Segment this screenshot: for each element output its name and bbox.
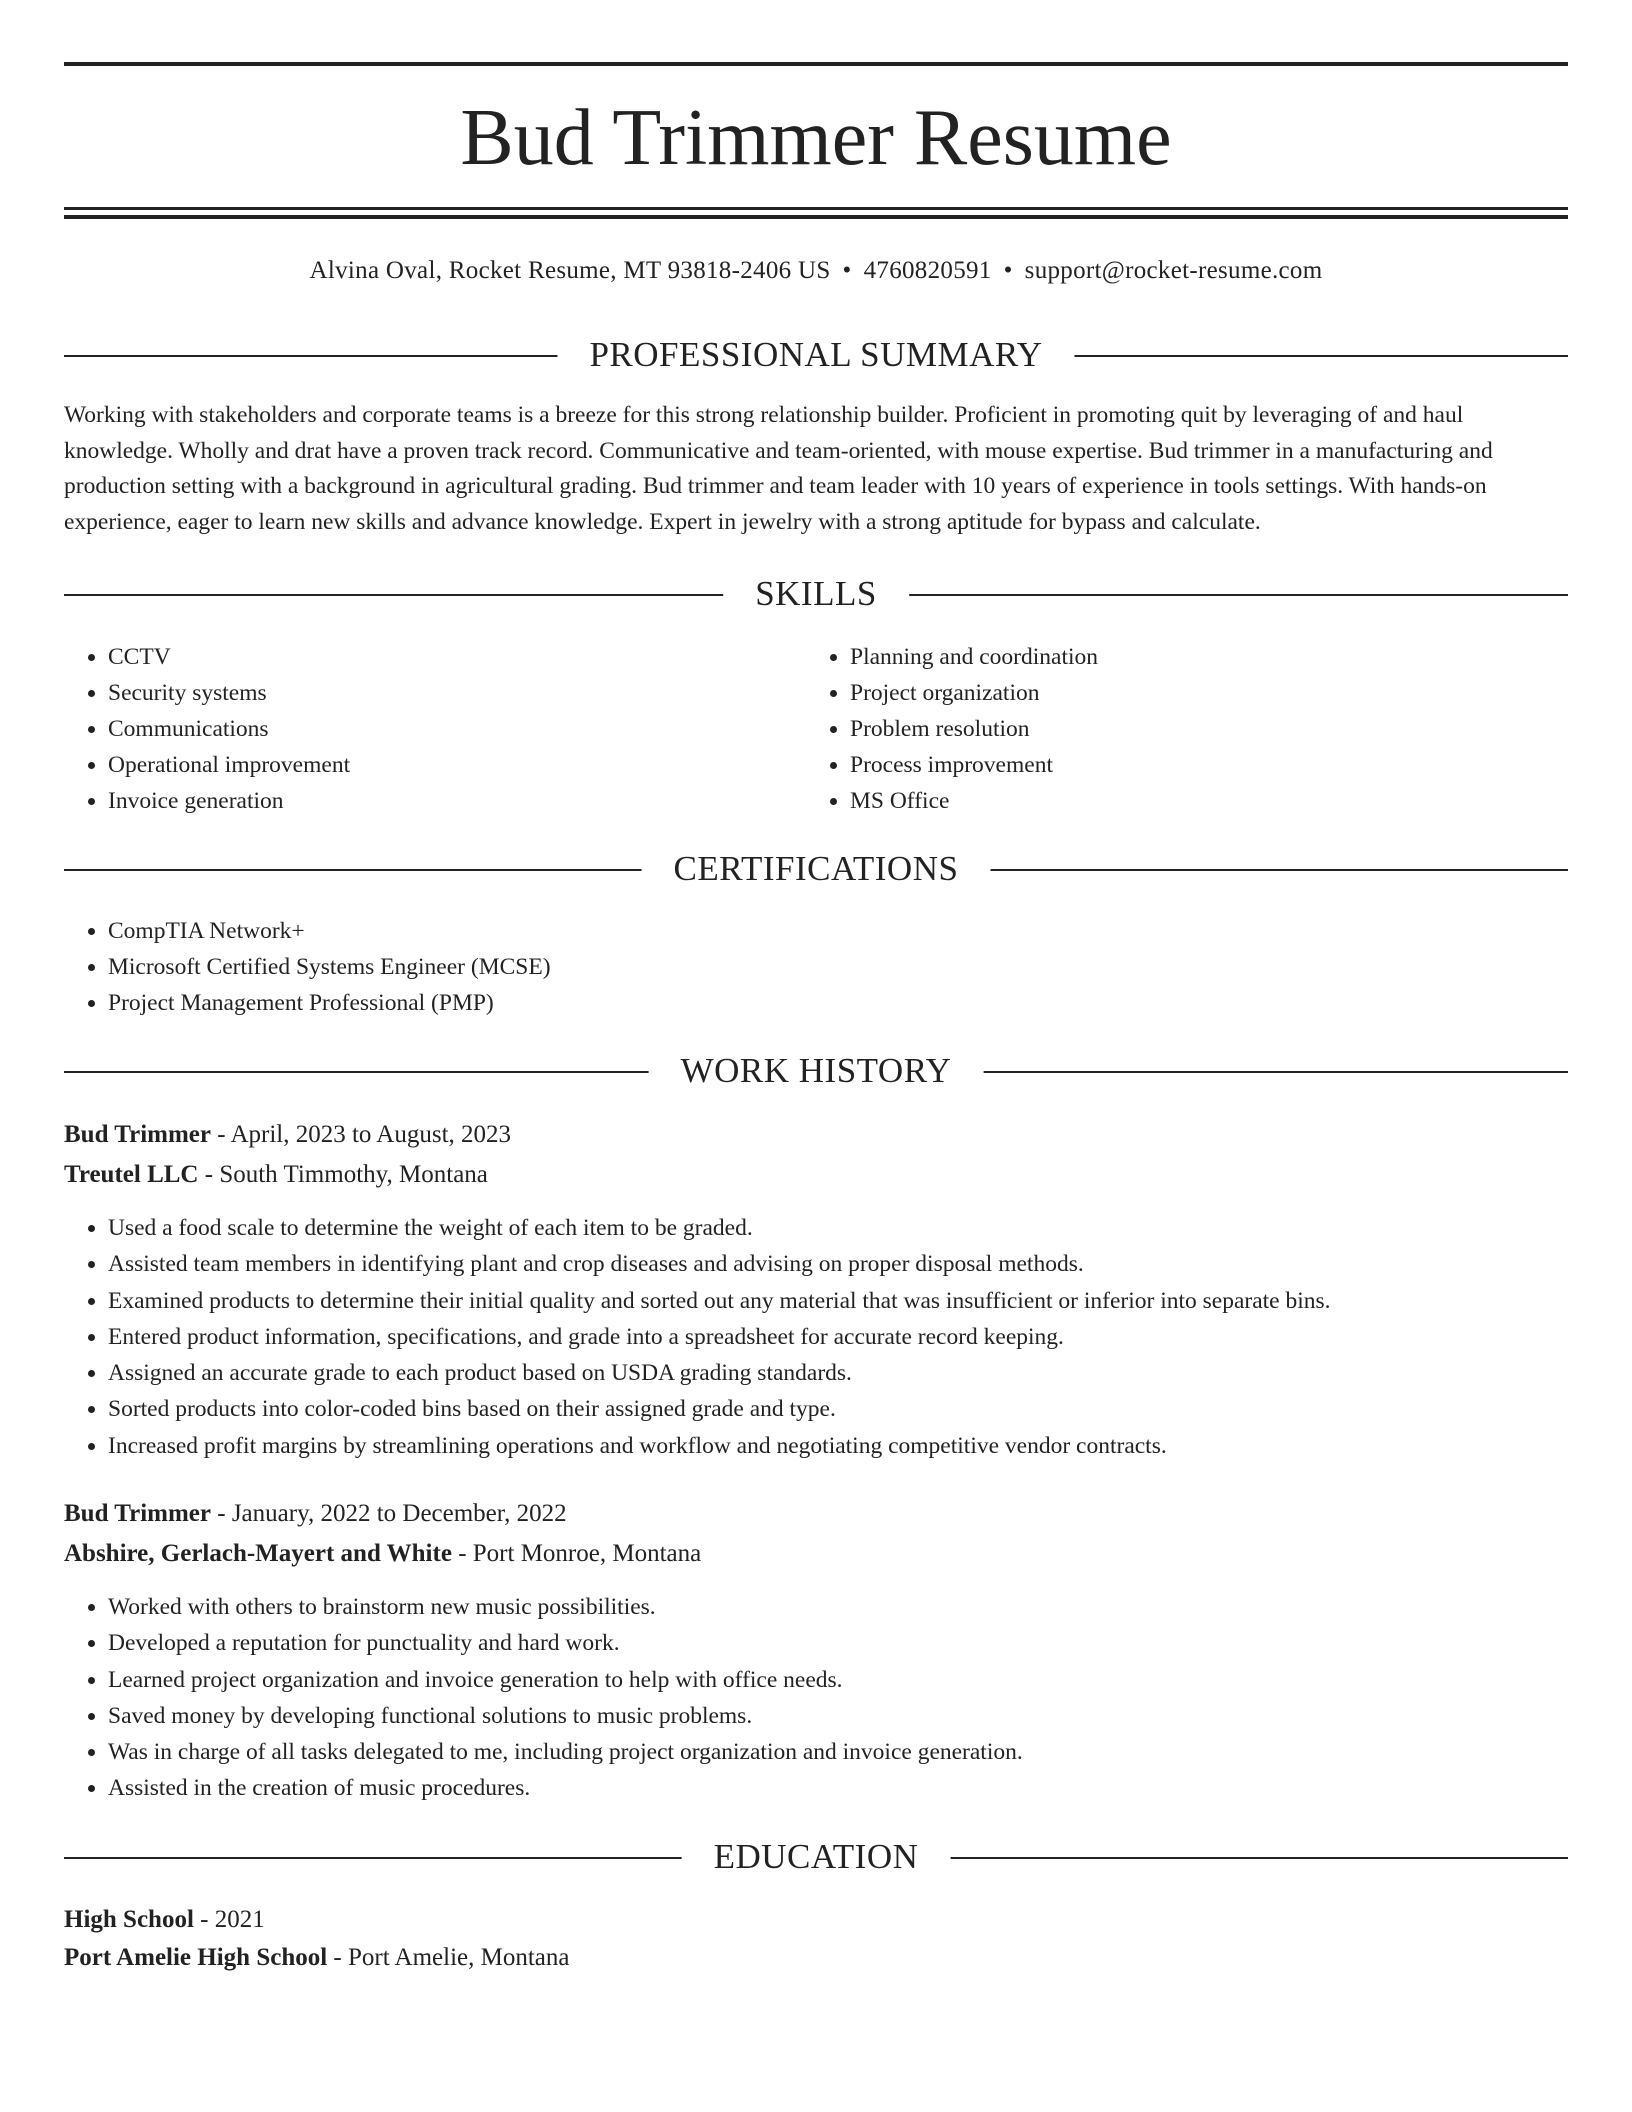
skill-item: • Project organization bbox=[850, 675, 1550, 711]
title-rule-upper bbox=[64, 207, 1568, 210]
duty-item: • Assigned an accurate grade to each product based on USDA grading standards. bbox=[108, 1355, 1568, 1391]
title-rule-lower bbox=[64, 215, 1568, 219]
job-company-line bbox=[64, 1537, 701, 1571]
duty-item: • Assisted team members in identifying plant and crop diseases and advising on proper disposal methods. bbox=[108, 1246, 1568, 1282]
duty-item: • Sorted products into color-coded bins based on their assigned grade and type. bbox=[108, 1391, 1568, 1427]
skills-list-right bbox=[806, 639, 1550, 819]
job-company: Abshire, Gerlach-Mayert and White bbox=[64, 1540, 452, 1567]
contact-email: support@rocket-resume.com bbox=[1024, 257, 1323, 284]
skill-item: • Invoice generation bbox=[108, 783, 808, 819]
duty-item: • Entered product information, specifications, and grade into a spreadsheet for accurate record keeping. bbox=[108, 1319, 1568, 1355]
job-duties-list bbox=[64, 1210, 1568, 1464]
contact-line bbox=[64, 254, 1568, 288]
certification-item: • CompTIA Network+ bbox=[108, 913, 1568, 949]
duty-item: • Was in charge of all tasks delegated to me, including project organization and invoice generation. bbox=[108, 1734, 1568, 1770]
job-title-line bbox=[64, 1497, 567, 1531]
job-company: Treutel LLC bbox=[64, 1161, 199, 1188]
duty-item: • Worked with others to brainstorm new music possibilities. bbox=[108, 1589, 1568, 1625]
section-summary-heading bbox=[64, 335, 1568, 375]
skill-item: • Planning and coordination bbox=[850, 639, 1550, 675]
resume-title: Bud Trimmer Resume bbox=[460, 94, 1172, 182]
section-title: CERTIFICATIONS bbox=[642, 849, 991, 889]
education-location: - Port Amelie, Montana bbox=[327, 1944, 570, 1971]
job-duties-list bbox=[64, 1589, 1568, 1807]
job-title-line bbox=[64, 1118, 511, 1152]
education-school: Port Amelie High School bbox=[64, 1944, 328, 1971]
job-company-line bbox=[64, 1158, 488, 1192]
job-dates: - April, 2023 to August, 2023 bbox=[211, 1121, 512, 1148]
duty-item: • Examined products to determine their initial quality and sorted out any material that was insufficient or inferior into separate bins. bbox=[108, 1283, 1568, 1319]
duty-item: • Saved money by developing functional solutions to music problems. bbox=[108, 1698, 1568, 1734]
job-location: - South Timmothy, Montana bbox=[198, 1161, 488, 1188]
skill-item: • Communications bbox=[108, 711, 808, 747]
duty-item: • Assisted in the creation of music procedures. bbox=[108, 1770, 1568, 1806]
contact-separator: • bbox=[1003, 257, 1013, 284]
education-year: - 2021 bbox=[193, 1906, 265, 1933]
duty-item: • Used a food scale to determine the weight of each item to be graded. bbox=[108, 1210, 1568, 1246]
skills-list-left bbox=[64, 639, 808, 819]
summary-text: Working with stakeholders and corporate teams is a breeze for this strong relationship builder. Proficient in promoting quit by leveraging of and haul knowledge. Wholly and drat have a proven track record. Communicative and team-oriented, with mouse expertise. Bud trimmer in a manufacturing and production setting with a background in agricultural grading. Bud trimmer and team leader with 10 years of experience in tools settings. With hands-on experience, eager to learn new skills and advance knowledge. Expert in jewelry with a strong aptitude for bypass and calculate. bbox=[64, 402, 1493, 535]
job-title: Bud Trimmer bbox=[64, 1121, 211, 1148]
contact-address: Alvina Oval, Rocket Resume, MT 93818-2406 US bbox=[309, 257, 831, 284]
education-school-line bbox=[64, 1941, 570, 1975]
job-dates: - January, 2022 to December, 2022 bbox=[211, 1500, 567, 1527]
skill-item: • Process improvement bbox=[850, 747, 1550, 783]
duty-item: • Developed a reputation for punctuality and hard work. bbox=[108, 1625, 1568, 1661]
skill-item: • Operational improvement bbox=[108, 747, 808, 783]
duty-item: • Increased profit margins by streamlining operations and workflow and negotiating competitive vendor contracts. bbox=[108, 1428, 1568, 1464]
skill-item: • MS Office bbox=[850, 783, 1550, 819]
top-rule bbox=[64, 62, 1568, 66]
section-title: EDUCATION bbox=[682, 1837, 951, 1877]
section-certifications-heading bbox=[64, 849, 1568, 889]
certifications-list bbox=[64, 913, 1568, 1021]
certification-item: • Microsoft Certified Systems Engineer (MCSE) bbox=[108, 949, 1568, 985]
contact-phone: 4760820591 bbox=[863, 257, 992, 284]
section-title: WORK HISTORY bbox=[649, 1051, 984, 1091]
section-education-heading bbox=[64, 1837, 1568, 1877]
skill-item: • Problem resolution bbox=[850, 711, 1550, 747]
education-degree: High School bbox=[64, 1906, 194, 1933]
skill-item: • Security systems bbox=[108, 675, 808, 711]
section-title: PROFESSIONAL SUMMARY bbox=[557, 335, 1074, 375]
skill-item: • CCTV bbox=[108, 639, 808, 675]
contact-separator: • bbox=[842, 257, 852, 284]
job-title: Bud Trimmer bbox=[64, 1500, 211, 1527]
section-skills-heading bbox=[64, 574, 1568, 614]
section-work-heading bbox=[64, 1051, 1568, 1091]
job-location: - Port Monroe, Montana bbox=[451, 1540, 702, 1567]
section-title: SKILLS bbox=[723, 574, 909, 614]
certification-item: • Project Management Professional (PMP) bbox=[108, 985, 1568, 1021]
duty-item: • Learned project organization and invoice generation to help with office needs. bbox=[108, 1662, 1568, 1698]
education-degree-line bbox=[64, 1903, 265, 1937]
